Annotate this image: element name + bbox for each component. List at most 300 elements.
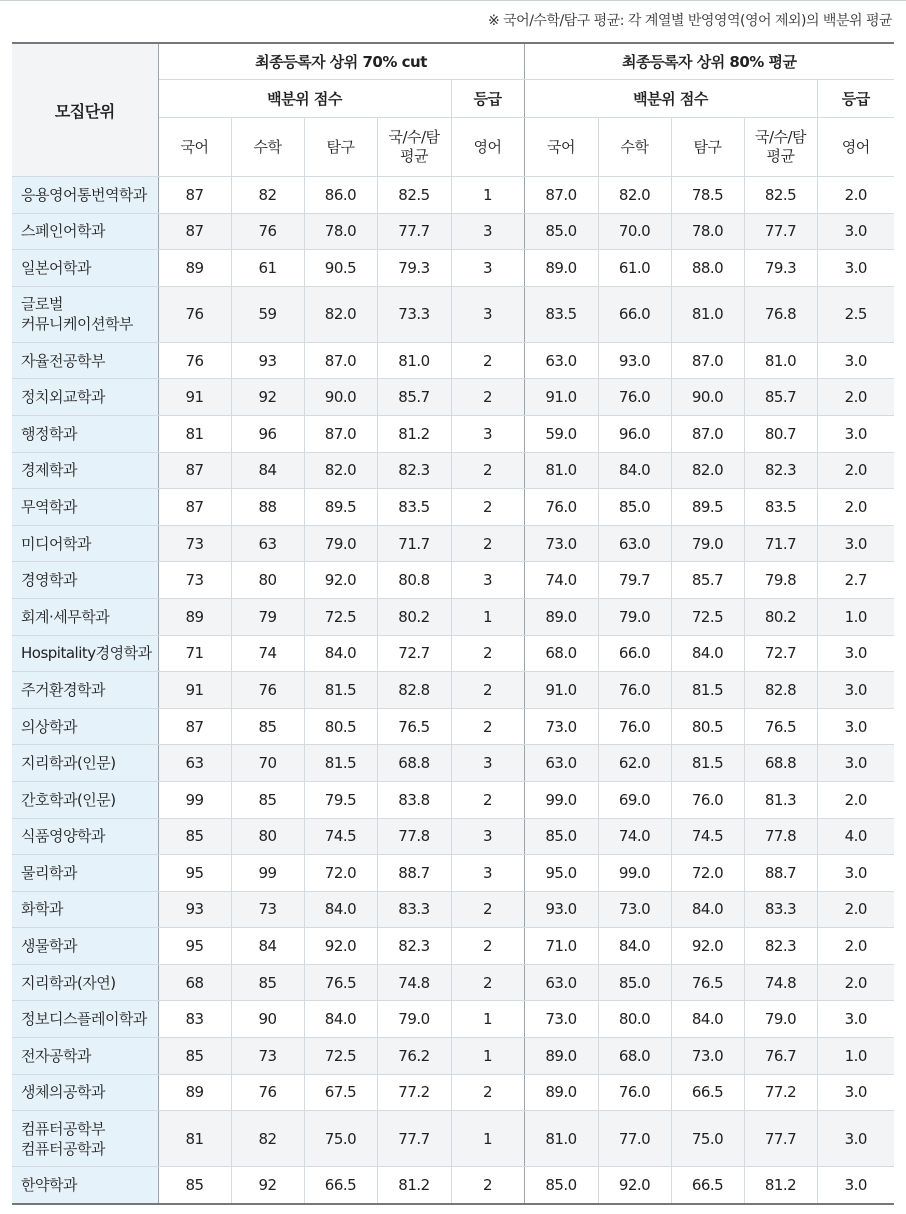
header-group-80-avg: 최종등록자 상위 80% 평균 [524, 43, 894, 80]
cell-inquiry-70cut: 92.0 [304, 562, 377, 599]
cell-math-70cut: 99 [231, 855, 304, 892]
cell-inquiry-70cut: 84.0 [304, 635, 377, 672]
header-grade-1: 등급 [451, 80, 524, 118]
cell-average-80avg: 79.3 [744, 250, 817, 287]
cell-korean-80avg: 91.0 [524, 379, 598, 416]
cell-korean-70cut: 68 [158, 964, 231, 1001]
cell-english-80avg: 2.0 [817, 891, 894, 928]
cell-korean-70cut: 85 [158, 1167, 231, 1204]
table-row [12, 452, 894, 489]
cell-korean-80avg: 87.0 [524, 177, 598, 214]
cell-average-70cut: 77.7 [377, 213, 451, 250]
cell-korean-80avg: 73.0 [524, 525, 598, 562]
cell-english-80avg: 3.0 [817, 1111, 894, 1167]
cell-average-80avg: 80.7 [744, 415, 817, 452]
cell-english-70cut: 3 [451, 415, 524, 452]
cell-average-70cut: 83.3 [377, 891, 451, 928]
cell-math-80avg: 84.0 [598, 452, 671, 489]
cell-inquiry-70cut: 84.0 [304, 891, 377, 928]
cell-math-70cut: 63 [231, 525, 304, 562]
cell-inquiry-70cut: 72.5 [304, 598, 377, 635]
cell-english-70cut: 3 [451, 745, 524, 782]
cell-average-80avg: 82.3 [744, 452, 817, 489]
cell-inquiry-70cut: 80.5 [304, 708, 377, 745]
cell-english-80avg: 3.0 [817, 1167, 894, 1204]
cell-average-70cut: 81.0 [377, 342, 451, 379]
cell-inquiry-80avg: 87.0 [671, 415, 744, 452]
cell-english-80avg: 3.0 [817, 672, 894, 709]
cell-korean-70cut: 63 [158, 745, 231, 782]
cell-korean-80avg: 71.0 [524, 928, 598, 965]
cell-korean-80avg: 85.0 [524, 1167, 598, 1204]
cell-inquiry-80avg: 66.5 [671, 1167, 744, 1204]
cell-english-70cut: 2 [451, 452, 524, 489]
cell-inquiry-80avg: 76.5 [671, 964, 744, 1001]
cell-math-80avg: 63.0 [598, 525, 671, 562]
cell-inquiry-70cut: 90.0 [304, 379, 377, 416]
cell-english-70cut: 1 [451, 1038, 524, 1075]
cell-inquiry-80avg: 76.0 [671, 781, 744, 818]
cell-english-80avg: 2.7 [817, 562, 894, 599]
cell-math-70cut: 90 [231, 1001, 304, 1038]
cell-math-80avg: 77.0 [598, 1111, 671, 1167]
cell-korean-80avg: 85.0 [524, 818, 598, 855]
subheader-inquiry-2: 탐구 [671, 118, 744, 177]
cell-english-70cut: 1 [451, 1111, 524, 1167]
cell-average-70cut: 80.2 [377, 598, 451, 635]
cell-inquiry-70cut: 90.5 [304, 250, 377, 287]
unit-name: 지리학과(인문) [12, 745, 158, 782]
cell-math-80avg: 96.0 [598, 415, 671, 452]
table-row [12, 1001, 894, 1038]
cell-english-70cut: 1 [451, 598, 524, 635]
cell-korean-80avg: 63.0 [524, 745, 598, 782]
cell-average-70cut: 71.7 [377, 525, 451, 562]
cell-english-80avg: 3.0 [817, 415, 894, 452]
cell-math-70cut: 73 [231, 891, 304, 928]
cell-average-70cut: 77.2 [377, 1074, 451, 1111]
header-unit: 모집단위 [12, 43, 158, 177]
cell-math-80avg: 84.0 [598, 928, 671, 965]
cell-inquiry-80avg: 74.5 [671, 818, 744, 855]
cell-english-70cut: 2 [451, 525, 524, 562]
cell-english-70cut: 2 [451, 708, 524, 745]
cell-english-80avg: 3.0 [817, 708, 894, 745]
cell-math-80avg: 76.0 [598, 672, 671, 709]
cell-korean-80avg: 89.0 [524, 598, 598, 635]
cell-english-80avg: 3.0 [817, 635, 894, 672]
cell-inquiry-80avg: 81.0 [671, 286, 744, 342]
cell-korean-70cut: 95 [158, 855, 231, 892]
cell-english-70cut: 2 [451, 1167, 524, 1204]
cell-math-70cut: 84 [231, 452, 304, 489]
cell-math-70cut: 76 [231, 213, 304, 250]
cell-average-70cut: 68.8 [377, 745, 451, 782]
cell-average-80avg: 77.7 [744, 213, 817, 250]
unit-name: 자율전공학부 [12, 342, 158, 379]
table-row [12, 415, 894, 452]
cell-inquiry-80avg: 85.7 [671, 562, 744, 599]
subheader-english-1: 영어 [451, 118, 524, 177]
cell-korean-80avg: 68.0 [524, 635, 598, 672]
header-percentile-2: 백분위 점수 [524, 80, 817, 118]
cell-average-80avg: 72.7 [744, 635, 817, 672]
table-row [12, 177, 894, 214]
cell-average-80avg: 74.8 [744, 964, 817, 1001]
cell-inquiry-70cut: 78.0 [304, 213, 377, 250]
cell-english-80avg: 3.0 [817, 1001, 894, 1038]
unit-name: 생물학과 [12, 928, 158, 965]
cell-english-80avg: 2.0 [817, 452, 894, 489]
cell-average-80avg: 79.0 [744, 1001, 817, 1038]
footnote: ※ 국어/수학/탐구 평균: 각 계열별 반영영역(영어 제외)의 백분위 평균 [487, 13, 892, 29]
unit-name: 경제학과 [12, 452, 158, 489]
cell-average-70cut: 82.3 [377, 928, 451, 965]
header-percentile-1: 백분위 점수 [158, 80, 451, 118]
cell-korean-70cut: 93 [158, 891, 231, 928]
cell-average-70cut: 82.3 [377, 452, 451, 489]
table-row [12, 342, 894, 379]
cell-math-70cut: 61 [231, 250, 304, 287]
cell-korean-70cut: 95 [158, 928, 231, 965]
table-row [12, 250, 894, 287]
cell-average-80avg: 76.8 [744, 286, 817, 342]
cell-english-70cut: 2 [451, 635, 524, 672]
unit-name: 응용영어통번역학과 [12, 177, 158, 214]
cell-math-80avg: 76.0 [598, 379, 671, 416]
cell-inquiry-80avg: 90.0 [671, 379, 744, 416]
cell-average-80avg: 76.7 [744, 1038, 817, 1075]
unit-name: 주거환경학과 [12, 672, 158, 709]
cell-korean-70cut: 85 [158, 818, 231, 855]
cell-average-70cut: 77.8 [377, 818, 451, 855]
cell-inquiry-80avg: 78.0 [671, 213, 744, 250]
cell-average-70cut: 83.8 [377, 781, 451, 818]
cell-average-80avg: 80.2 [744, 598, 817, 635]
cell-math-70cut: 92 [231, 379, 304, 416]
cell-math-70cut: 74 [231, 635, 304, 672]
cell-average-80avg: 77.7 [744, 1111, 817, 1167]
top-divider [0, 0, 906, 1]
cell-english-80avg: 2.0 [817, 489, 894, 526]
cell-inquiry-80avg: 84.0 [671, 1001, 744, 1038]
table-row [12, 708, 894, 745]
cell-english-80avg: 2.5 [817, 286, 894, 342]
cell-korean-70cut: 81 [158, 1111, 231, 1167]
cell-english-70cut: 2 [451, 964, 524, 1001]
cell-korean-70cut: 91 [158, 379, 231, 416]
cell-korean-70cut: 89 [158, 1074, 231, 1111]
cell-inquiry-70cut: 72.5 [304, 1038, 377, 1075]
cell-math-80avg: 93.0 [598, 342, 671, 379]
cell-inquiry-80avg: 66.5 [671, 1074, 744, 1111]
cell-english-70cut: 2 [451, 672, 524, 709]
header-grade-2: 등급 [817, 80, 894, 118]
unit-name: 컴퓨터공학부 컴퓨터공학과 [12, 1111, 158, 1167]
table-row [12, 562, 894, 599]
cell-inquiry-80avg: 82.0 [671, 452, 744, 489]
cell-math-70cut: 80 [231, 562, 304, 599]
cell-korean-70cut: 81 [158, 415, 231, 452]
cell-average-70cut: 81.2 [377, 415, 451, 452]
cell-average-80avg: 83.3 [744, 891, 817, 928]
cell-average-70cut: 79.3 [377, 250, 451, 287]
admission-score-table [12, 42, 894, 1205]
cell-math-80avg: 82.0 [598, 177, 671, 214]
cell-korean-80avg: 83.5 [524, 286, 598, 342]
table-row [12, 525, 894, 562]
cell-math-70cut: 80 [231, 818, 304, 855]
unit-name: 지리학과(자연) [12, 964, 158, 1001]
table-row [12, 964, 894, 1001]
cell-average-80avg: 79.8 [744, 562, 817, 599]
cell-average-80avg: 81.3 [744, 781, 817, 818]
cell-english-80avg: 3.0 [817, 525, 894, 562]
table-row [12, 1111, 894, 1167]
cell-math-80avg: 62.0 [598, 745, 671, 782]
cell-math-80avg: 66.0 [598, 286, 671, 342]
cell-inquiry-70cut: 79.0 [304, 525, 377, 562]
cell-math-70cut: 85 [231, 781, 304, 818]
table-row [12, 672, 894, 709]
cell-english-70cut: 3 [451, 250, 524, 287]
unit-name: 미디어학과 [12, 525, 158, 562]
cell-english-80avg: 2.0 [817, 781, 894, 818]
cell-inquiry-80avg: 84.0 [671, 891, 744, 928]
cell-math-70cut: 70 [231, 745, 304, 782]
cell-inquiry-80avg: 92.0 [671, 928, 744, 965]
cell-average-70cut: 74.8 [377, 964, 451, 1001]
cell-english-80avg: 3.0 [817, 855, 894, 892]
table-row [12, 1038, 894, 1075]
cell-korean-70cut: 85 [158, 1038, 231, 1075]
cell-english-80avg: 2.0 [817, 177, 894, 214]
cell-inquiry-80avg: 89.5 [671, 489, 744, 526]
table-row [12, 855, 894, 892]
cell-english-70cut: 1 [451, 177, 524, 214]
cell-average-70cut: 82.5 [377, 177, 451, 214]
cell-math-80avg: 74.0 [598, 818, 671, 855]
cell-inquiry-70cut: 74.5 [304, 818, 377, 855]
cell-math-80avg: 69.0 [598, 781, 671, 818]
cell-math-80avg: 61.0 [598, 250, 671, 287]
cell-average-70cut: 76.5 [377, 708, 451, 745]
cell-korean-80avg: 89.0 [524, 1074, 598, 1111]
cell-english-70cut: 2 [451, 928, 524, 965]
unit-name: 정보디스플레이학과 [12, 1001, 158, 1038]
cell-math-80avg: 99.0 [598, 855, 671, 892]
cell-korean-70cut: 87 [158, 489, 231, 526]
cell-korean-80avg: 59.0 [524, 415, 598, 452]
unit-name: 한약학과 [12, 1167, 158, 1204]
unit-name: 글로벌 커뮤니케이션학부 [12, 286, 158, 342]
subheader-inquiry-1: 탐구 [304, 118, 377, 177]
unit-name: 간호학과(인문) [12, 781, 158, 818]
cell-average-80avg: 77.2 [744, 1074, 817, 1111]
cell-english-80avg: 1.0 [817, 598, 894, 635]
cell-english-70cut: 2 [451, 891, 524, 928]
cell-korean-70cut: 71 [158, 635, 231, 672]
cell-inquiry-70cut: 86.0 [304, 177, 377, 214]
cell-inquiry-70cut: 81.5 [304, 745, 377, 782]
unit-name: 화학과 [12, 891, 158, 928]
cell-inquiry-70cut: 81.5 [304, 672, 377, 709]
unit-name: 무역학과 [12, 489, 158, 526]
subheader-english-2: 영어 [817, 118, 894, 177]
cell-english-70cut: 2 [451, 379, 524, 416]
cell-korean-80avg: 73.0 [524, 708, 598, 745]
cell-average-80avg: 82.5 [744, 177, 817, 214]
cell-inquiry-70cut: 82.0 [304, 286, 377, 342]
cell-korean-80avg: 89.0 [524, 1038, 598, 1075]
cell-korean-70cut: 73 [158, 525, 231, 562]
cell-average-80avg: 82.8 [744, 672, 817, 709]
cell-korean-80avg: 81.0 [524, 452, 598, 489]
cell-average-80avg: 83.5 [744, 489, 817, 526]
cell-inquiry-80avg: 84.0 [671, 635, 744, 672]
table-row [12, 818, 894, 855]
table-row [12, 213, 894, 250]
cell-math-80avg: 70.0 [598, 213, 671, 250]
cell-inquiry-70cut: 67.5 [304, 1074, 377, 1111]
cell-average-70cut: 81.2 [377, 1167, 451, 1204]
table-row [12, 781, 894, 818]
cell-math-80avg: 85.0 [598, 964, 671, 1001]
cell-math-80avg: 76.0 [598, 708, 671, 745]
cell-math-70cut: 76 [231, 1074, 304, 1111]
cell-math-80avg: 68.0 [598, 1038, 671, 1075]
cell-inquiry-70cut: 76.5 [304, 964, 377, 1001]
cell-korean-70cut: 87 [158, 708, 231, 745]
table-row [12, 489, 894, 526]
table-row [12, 635, 894, 672]
cell-inquiry-70cut: 87.0 [304, 342, 377, 379]
unit-name: 물리학과 [12, 855, 158, 892]
table-row [12, 928, 894, 965]
cell-english-70cut: 3 [451, 286, 524, 342]
cell-inquiry-70cut: 66.5 [304, 1167, 377, 1204]
cell-inquiry-70cut: 87.0 [304, 415, 377, 452]
cell-inquiry-70cut: 82.0 [304, 452, 377, 489]
cell-english-70cut: 2 [451, 489, 524, 526]
cell-average-80avg: 82.3 [744, 928, 817, 965]
cell-korean-70cut: 83 [158, 1001, 231, 1038]
cell-average-70cut: 80.8 [377, 562, 451, 599]
cell-math-70cut: 92 [231, 1167, 304, 1204]
unit-name: 스페인어학과 [12, 213, 158, 250]
unit-name: 일본어학과 [12, 250, 158, 287]
cell-korean-70cut: 89 [158, 598, 231, 635]
cell-math-80avg: 85.0 [598, 489, 671, 526]
cell-korean-80avg: 63.0 [524, 964, 598, 1001]
cell-english-70cut: 3 [451, 818, 524, 855]
unit-name: Hospitality경영학과 [12, 635, 158, 672]
cell-inquiry-70cut: 89.5 [304, 489, 377, 526]
cell-math-70cut: 79 [231, 598, 304, 635]
cell-english-80avg: 3.0 [817, 745, 894, 782]
subheader-math-1: 수학 [231, 118, 304, 177]
cell-inquiry-80avg: 79.0 [671, 525, 744, 562]
cell-inquiry-80avg: 81.5 [671, 745, 744, 782]
cell-korean-70cut: 91 [158, 672, 231, 709]
cell-korean-70cut: 87 [158, 213, 231, 250]
cell-inquiry-80avg: 73.0 [671, 1038, 744, 1075]
subheader-average-2: 국/수/탐 평균 [744, 118, 817, 177]
cell-average-70cut: 85.7 [377, 379, 451, 416]
cell-english-70cut: 1 [451, 1001, 524, 1038]
cell-korean-80avg: 93.0 [524, 891, 598, 928]
cell-korean-70cut: 73 [158, 562, 231, 599]
cell-korean-80avg: 91.0 [524, 672, 598, 709]
subheader-korean-1: 국어 [158, 118, 231, 177]
table-row [12, 379, 894, 416]
cell-average-70cut: 73.3 [377, 286, 451, 342]
cell-english-80avg: 3.0 [817, 1074, 894, 1111]
cell-korean-70cut: 76 [158, 342, 231, 379]
cell-korean-80avg: 89.0 [524, 250, 598, 287]
subheader-math-2: 수학 [598, 118, 671, 177]
cell-average-70cut: 83.5 [377, 489, 451, 526]
cell-inquiry-80avg: 88.0 [671, 250, 744, 287]
cell-math-70cut: 82 [231, 177, 304, 214]
cell-inquiry-80avg: 87.0 [671, 342, 744, 379]
cell-korean-80avg: 63.0 [524, 342, 598, 379]
cell-english-70cut: 2 [451, 1074, 524, 1111]
cell-average-80avg: 85.7 [744, 379, 817, 416]
unit-name: 전자공학과 [12, 1038, 158, 1075]
cell-korean-80avg: 99.0 [524, 781, 598, 818]
cell-english-80avg: 3.0 [817, 250, 894, 287]
cell-math-80avg: 79.7 [598, 562, 671, 599]
unit-name: 회계·세무학과 [12, 598, 158, 635]
subheader-korean-2: 국어 [524, 118, 598, 177]
cell-english-70cut: 3 [451, 213, 524, 250]
cell-average-80avg: 68.8 [744, 745, 817, 782]
cell-korean-80avg: 85.0 [524, 213, 598, 250]
cell-math-70cut: 96 [231, 415, 304, 452]
cell-math-80avg: 79.0 [598, 598, 671, 635]
cell-korean-70cut: 76 [158, 286, 231, 342]
cell-inquiry-80avg: 72.5 [671, 598, 744, 635]
cell-inquiry-80avg: 72.0 [671, 855, 744, 892]
cell-average-70cut: 79.0 [377, 1001, 451, 1038]
cell-korean-80avg: 76.0 [524, 489, 598, 526]
cell-average-80avg: 77.8 [744, 818, 817, 855]
cell-english-70cut: 3 [451, 855, 524, 892]
cell-average-70cut: 88.7 [377, 855, 451, 892]
cell-math-70cut: 93 [231, 342, 304, 379]
cell-math-70cut: 82 [231, 1111, 304, 1167]
cell-average-80avg: 88.7 [744, 855, 817, 892]
cell-math-70cut: 59 [231, 286, 304, 342]
cell-english-80avg: 2.0 [817, 379, 894, 416]
cell-average-70cut: 77.7 [377, 1111, 451, 1167]
cell-korean-70cut: 87 [158, 452, 231, 489]
cell-average-70cut: 76.2 [377, 1038, 451, 1075]
cell-math-70cut: 73 [231, 1038, 304, 1075]
cell-english-80avg: 2.0 [817, 964, 894, 1001]
cell-korean-70cut: 87 [158, 177, 231, 214]
cell-english-80avg: 1.0 [817, 1038, 894, 1075]
unit-name: 생체의공학과 [12, 1074, 158, 1111]
cell-inquiry-80avg: 78.5 [671, 177, 744, 214]
cell-inquiry-80avg: 81.5 [671, 672, 744, 709]
unit-name: 정치외교학과 [12, 379, 158, 416]
cell-inquiry-80avg: 80.5 [671, 708, 744, 745]
cell-math-80avg: 66.0 [598, 635, 671, 672]
cell-math-70cut: 84 [231, 928, 304, 965]
cell-korean-80avg: 95.0 [524, 855, 598, 892]
